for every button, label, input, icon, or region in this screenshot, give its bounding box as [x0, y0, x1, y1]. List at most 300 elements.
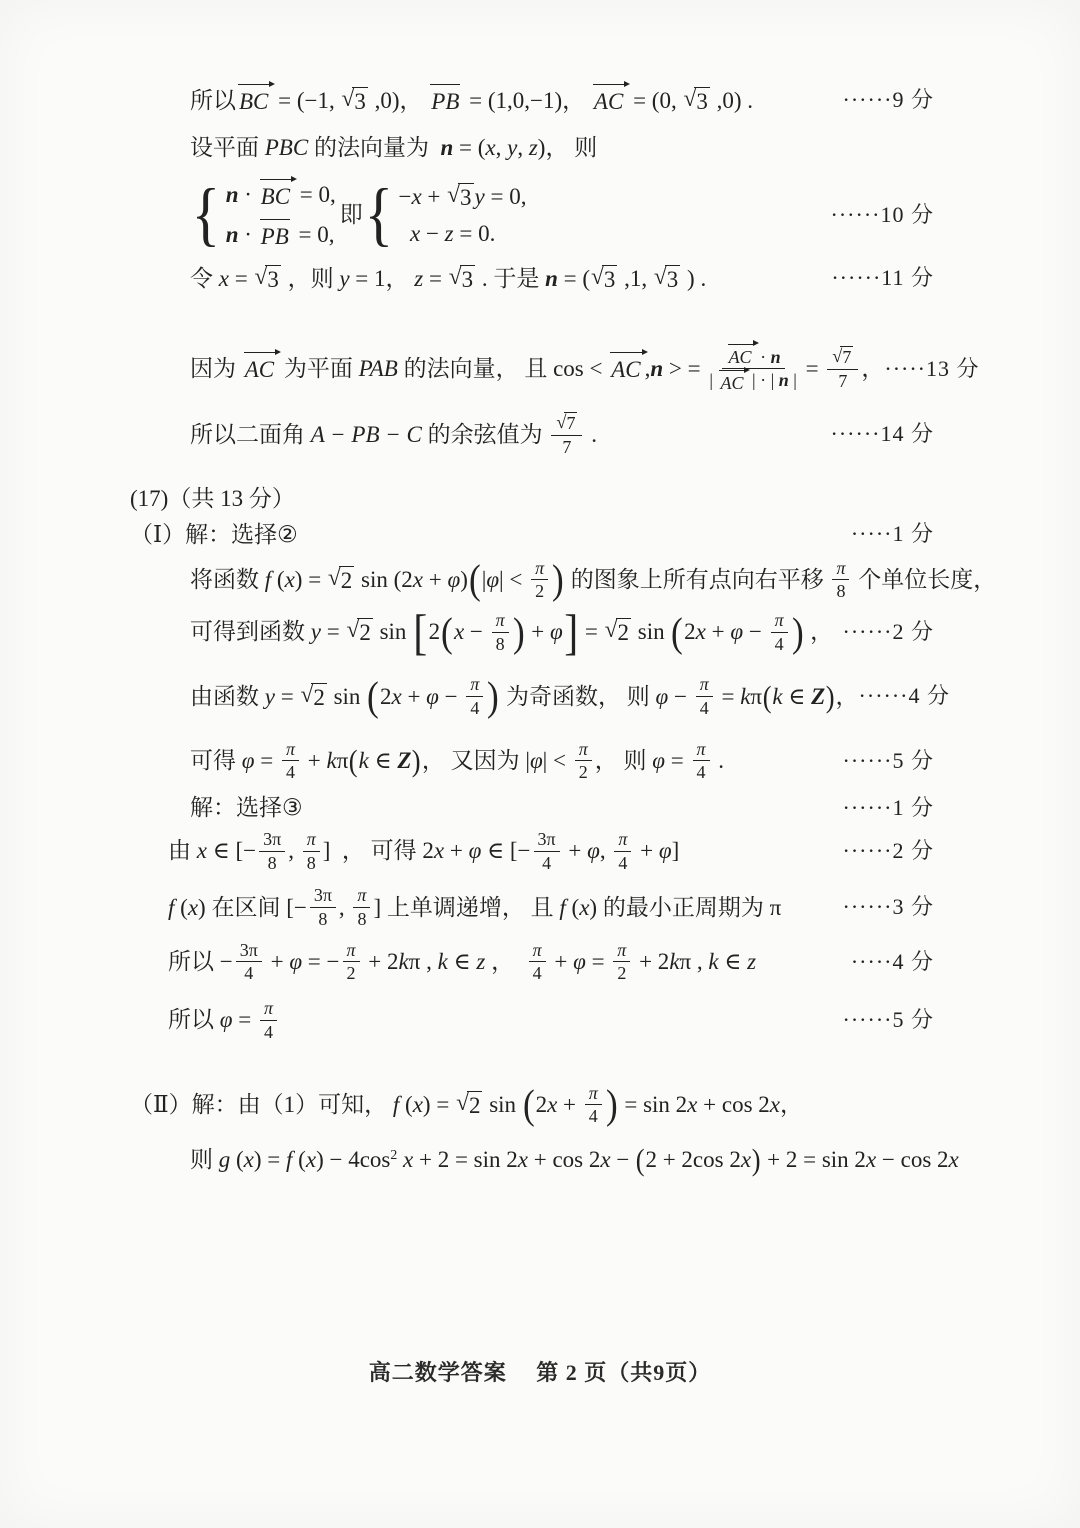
score-marker: ······9 分 — [842, 87, 934, 113]
math-text: (17)（共 13 分） — [130, 485, 295, 511]
math-text: | — [788, 370, 797, 391]
denominator — [533, 962, 542, 984]
numerator — [575, 739, 592, 762]
sqrt-expression — [683, 87, 709, 114]
math-text: ∈ — [447, 949, 477, 975]
math-variable: x — [865, 1146, 877, 1172]
math-variable: φ — [289, 949, 303, 975]
fraction — [531, 558, 548, 602]
math-text: = 1， — [349, 265, 415, 291]
math-text: = — [423, 265, 448, 291]
math-text: ∈ — [718, 949, 748, 975]
numerator — [282, 739, 299, 762]
math-text: ) = — [253, 1146, 287, 1172]
math-variable: k — [437, 949, 448, 975]
vector-AC: AC — [718, 370, 746, 394]
math-text: sin (2 — [355, 566, 413, 592]
math-variable: x — [412, 566, 424, 592]
math-text: = — [254, 747, 279, 773]
math-text: 2 — [428, 619, 441, 645]
numerator — [832, 558, 849, 581]
math-text: = — [320, 619, 346, 645]
radicand: 3 — [460, 185, 472, 211]
math-variable: g — [218, 1146, 231, 1172]
fraction — [466, 674, 483, 718]
numerator — [693, 739, 710, 762]
fraction — [771, 610, 788, 654]
math-variable: x — [453, 619, 465, 645]
math-variable: k — [326, 747, 337, 773]
fraction — [534, 829, 560, 873]
denominator — [562, 436, 571, 458]
math-text: − — [464, 619, 489, 645]
math-variable: y — [507, 134, 518, 160]
math-variable-bold: n — [545, 265, 558, 291]
math-variable: π — [617, 939, 627, 960]
math-text: ) 在区间 [− — [198, 894, 307, 920]
numerator — [531, 558, 548, 581]
system-row — [226, 219, 336, 252]
system-rows — [226, 179, 336, 252]
line-content — [130, 1083, 803, 1127]
math-variable: π — [774, 609, 784, 630]
math-text: 为平面 — [278, 355, 359, 381]
math-text: 2 — [578, 762, 588, 783]
numerator — [585, 1083, 602, 1106]
denominator — [589, 1105, 598, 1127]
math-variable: y — [310, 619, 321, 645]
math-text: ,0)， — [368, 87, 429, 113]
radicand: 3 — [696, 88, 708, 114]
numerator — [827, 346, 858, 370]
sqrt-expression — [591, 265, 617, 292]
superscript: 2 — [390, 1146, 398, 1162]
fraction — [827, 346, 858, 391]
fraction — [343, 940, 360, 984]
vector-AC: AC — [243, 352, 277, 385]
big-bracket: ( — [762, 678, 772, 714]
math-text: 可得到函数 — [190, 619, 311, 645]
denominator — [318, 908, 327, 930]
denominator — [700, 697, 709, 719]
denominator — [347, 962, 356, 984]
math-text: 4 — [618, 852, 628, 873]
math-text: , — [495, 134, 508, 160]
math-text: 则 — [190, 1146, 219, 1172]
math-variable: x — [412, 1091, 423, 1117]
math-text: = — [799, 355, 825, 381]
numerator — [466, 674, 483, 697]
math-text: 设平面 — [190, 134, 265, 160]
math-variable: φ — [658, 838, 672, 864]
math-variable: x — [769, 1091, 780, 1117]
math-text: 8 — [836, 581, 846, 602]
denominator — [542, 852, 551, 874]
radical-icon: √ — [341, 85, 355, 112]
math-variable: π — [696, 738, 706, 759]
math-text: ， 又因为 | — [421, 747, 530, 773]
math-variable: x — [687, 1091, 698, 1117]
solution-line-4 — [0, 264, 1080, 294]
math-variable: φ — [468, 838, 482, 864]
line-content — [190, 793, 303, 823]
math-text: − — [420, 220, 445, 246]
math-text: 3π — [313, 885, 332, 906]
sqrt-expression — [342, 87, 368, 114]
math-variable: π — [618, 829, 628, 850]
math-text: + — [421, 183, 447, 209]
math-text: 由函数 — [190, 683, 265, 709]
denominator — [617, 962, 626, 984]
fraction — [693, 739, 710, 783]
big-bracket: ) — [751, 1142, 761, 1178]
math-variable-bold: Z — [397, 747, 412, 773]
denominator — [357, 908, 366, 930]
math-variable: y — [339, 265, 350, 291]
math-text: ， — [780, 1091, 803, 1117]
math-text: ,0) . — [710, 87, 753, 113]
math-variable: x — [740, 1146, 752, 1172]
math-text: ∈ [− — [206, 838, 257, 864]
math-text: = 0, — [294, 182, 336, 208]
math-variable-bold: n — [225, 182, 239, 208]
solution-line-1 — [0, 84, 1080, 117]
math-variable: z — [414, 265, 424, 291]
math-text: 为奇函数， 则 — [500, 683, 656, 709]
math-variable: φ — [447, 566, 461, 592]
sqrt-expression — [328, 566, 354, 593]
score-marker: ······2 分 — [842, 618, 934, 644]
score-marker: ······5 分 — [842, 747, 934, 773]
radicand: 2 — [359, 620, 371, 646]
numerator — [236, 940, 262, 963]
fraction — [310, 885, 336, 929]
math-text: sin — [373, 619, 413, 645]
fraction — [259, 829, 285, 873]
line-content — [190, 412, 597, 457]
math-text: = (−1, — [272, 87, 341, 113]
radical-icon: √ — [604, 617, 618, 644]
radicand: 3 — [267, 267, 279, 293]
math-text: 4 — [470, 697, 480, 718]
math-text: = — [585, 949, 611, 975]
math-text: 令 — [190, 265, 219, 291]
big-bracket: ) — [412, 743, 422, 779]
fraction — [236, 940, 262, 984]
numerator — [529, 940, 546, 963]
fraction — [260, 998, 277, 1042]
math-text: = — [232, 1007, 257, 1033]
math-text: π , — [679, 949, 709, 975]
score-marker: ······10 分 — [830, 201, 934, 227]
math-text: sin — [632, 619, 671, 645]
score-marker: ······14 分 — [830, 421, 934, 447]
math-variable: k — [669, 949, 680, 975]
math-text: + — [562, 838, 588, 864]
math-text: 将函数 — [190, 566, 265, 592]
vector-AC: AC — [609, 352, 643, 385]
score-marker: ······3 分 — [842, 894, 934, 920]
system-row — [226, 179, 336, 212]
math-text: = 0, — [292, 222, 335, 248]
radical-icon: √ — [591, 264, 604, 291]
denominator — [579, 761, 588, 783]
math-text: 由 — [168, 838, 197, 864]
numerator — [353, 885, 370, 908]
footer-page-number: 第 2 页 — [536, 1360, 608, 1385]
line-content — [130, 484, 295, 514]
equation-system — [363, 175, 527, 255]
math-variable: x — [579, 894, 590, 920]
math-text: + — [557, 1091, 582, 1117]
radical-icon: √ — [832, 346, 843, 367]
math-text: = — [228, 265, 254, 291]
math-text: 4 — [696, 762, 706, 783]
denominator — [244, 962, 253, 984]
math-text: ] — [671, 838, 680, 864]
math-text: sin — [327, 683, 367, 709]
math-variable: x — [243, 1146, 254, 1172]
math-text: = ( — [557, 265, 591, 291]
math-text: ∈ [− — [481, 838, 531, 864]
radical-icon: √ — [447, 182, 461, 209]
denominator — [775, 633, 784, 655]
solution-line-16 — [0, 940, 1080, 984]
big-bracket: ) — [512, 608, 525, 655]
math-text: ] ， 可得 2 — [322, 838, 434, 864]
math-variable: f — [264, 566, 272, 592]
math-text: + — [444, 838, 469, 864]
math-text: （Ⅱ）解：由（1）可知， — [130, 1091, 393, 1117]
math-text: ， — [835, 683, 859, 709]
math-text: π — [750, 683, 763, 709]
math-text: , — [517, 134, 529, 160]
denominator — [836, 580, 845, 602]
math-text: 2 — [535, 1091, 548, 1117]
math-variable: π — [836, 557, 846, 578]
math-text: 8 — [306, 852, 316, 873]
math-text: 解：选择③ — [190, 795, 303, 821]
numerator — [310, 885, 336, 908]
big-bracket: ( — [635, 1142, 645, 1178]
math-text: 2 — [379, 683, 392, 709]
line-content — [190, 739, 724, 783]
math-text: ( — [230, 1146, 244, 1172]
solution-line-8 — [0, 520, 1080, 550]
math-text: + — [705, 619, 731, 645]
math-variable: x — [187, 894, 199, 920]
math-variable: π — [532, 939, 542, 960]
radical-icon: √ — [653, 264, 667, 291]
math-text: ， — [804, 619, 834, 645]
math-text: . — [585, 421, 597, 447]
fraction — [529, 940, 546, 984]
math-text: , — [599, 838, 612, 864]
page-footer — [0, 1356, 1080, 1387]
math-text: 4 — [588, 1106, 598, 1127]
math-text: 4 — [699, 697, 709, 718]
math-text: + — [423, 566, 448, 592]
math-text: | · | — [747, 370, 779, 391]
math-text: + — [264, 949, 290, 975]
math-text: , — [338, 894, 351, 920]
system-rows — [398, 182, 526, 249]
score-marker: ·····13 分 — [884, 355, 980, 381]
numerator — [303, 829, 320, 852]
math-text: − — [743, 619, 768, 645]
equation-system — [190, 175, 336, 255]
math-text: 的法向量为 — [308, 134, 441, 160]
math-text: = — [715, 683, 741, 709]
big-bracket: ( — [522, 1081, 535, 1128]
line-content — [190, 344, 884, 394]
math-text: | < — [499, 566, 529, 592]
math-variable: x — [695, 619, 706, 645]
math-text: · — [238, 182, 258, 208]
sqrt-expression — [449, 265, 475, 292]
math-text: 即 — [339, 202, 363, 228]
sqrt-expression — [254, 265, 280, 292]
math-text: ， 则 — [594, 747, 653, 773]
radical-icon: √ — [456, 1090, 469, 1117]
math-text: 7 — [562, 436, 572, 457]
math-text: 2 — [535, 581, 545, 602]
math-text: + 2 = sin 2 — [761, 1146, 866, 1172]
fraction — [585, 1083, 602, 1127]
math-variable: φ — [652, 747, 666, 773]
denominator — [307, 852, 316, 874]
math-text: 个单位长度， — [852, 566, 997, 592]
math-variable: y — [474, 183, 485, 209]
math-text: 2 + 2cos 2 — [645, 1146, 741, 1172]
denominator — [618, 852, 627, 874]
sqrt-expression — [447, 183, 473, 210]
numerator — [551, 412, 582, 436]
math-text: − — [668, 683, 693, 709]
fraction — [832, 558, 849, 602]
big-bracket: ( — [671, 608, 684, 655]
line-content — [190, 133, 597, 163]
system-row — [398, 219, 526, 249]
math-variable: φ — [486, 566, 500, 592]
math-text: 4 — [542, 852, 552, 873]
solution-line-18 — [0, 1083, 1080, 1127]
vector-AC: AC — [727, 344, 755, 368]
math-text: · — [238, 222, 258, 248]
math-variable: x — [403, 1146, 414, 1172]
big-bracket: ] — [563, 604, 578, 660]
denominator — [264, 1021, 273, 1043]
segment-bar-PB: PB — [429, 84, 462, 117]
math-text: | — [481, 566, 487, 592]
radical-icon: √ — [300, 681, 314, 708]
math-text: 的图象上所有点向右平移 — [564, 566, 830, 592]
math-text: . — [712, 747, 725, 773]
math-text: ∈ — [782, 683, 812, 709]
math-variable: φ — [549, 619, 563, 645]
math-variable: π — [535, 557, 545, 578]
math-text: 所以 — [168, 1007, 220, 1033]
math-text: ( — [292, 1146, 306, 1172]
numerator — [492, 610, 509, 633]
math-text: + cos 2 — [528, 1146, 601, 1172]
radical-icon: √ — [556, 412, 567, 433]
math-variable: π — [588, 1082, 598, 1103]
solution-line-11 — [0, 674, 1080, 718]
solution-line-14 — [0, 829, 1080, 873]
math-variable: φ — [655, 683, 669, 709]
math-text: π — [336, 747, 349, 773]
solution-line-13 — [0, 793, 1080, 823]
math-variable: φ — [219, 1007, 233, 1033]
solution-line-15 — [0, 885, 1080, 929]
math-text: 2 — [346, 963, 356, 984]
radicand: 3 — [354, 88, 366, 114]
math-text: 因为 — [190, 355, 242, 381]
denominator — [697, 761, 706, 783]
math-variable: π — [578, 738, 588, 759]
math-text: + 2 — [633, 949, 670, 975]
math-text: ( — [271, 566, 285, 592]
score-marker: ······2 分 — [842, 837, 934, 863]
solution-line-10 — [0, 604, 1080, 660]
math-text: ) = — [294, 566, 327, 592]
score-marker: ·····4 分 — [850, 948, 934, 974]
math-variable-bold: n — [225, 222, 239, 248]
math-variable: z — [444, 220, 454, 246]
radicand: 3 — [666, 267, 679, 293]
math-text: 4 — [774, 633, 784, 654]
math-variable: x — [391, 683, 402, 709]
score-marker: ······1 分 — [842, 794, 934, 820]
math-variable: k — [398, 949, 409, 975]
math-text: + — [548, 949, 574, 975]
math-variable: φ — [573, 949, 586, 975]
fraction — [282, 739, 299, 783]
math-text: = — [579, 619, 604, 645]
solution-line-9 — [0, 558, 1080, 602]
fraction — [303, 829, 320, 873]
math-text: ∈ — [368, 747, 398, 773]
line-content — [190, 604, 834, 660]
big-bracket: ( — [367, 672, 379, 719]
solution-line-12 — [0, 739, 1080, 783]
solution-line-3 — [0, 175, 1080, 255]
radical-icon: √ — [448, 264, 462, 291]
line-content — [190, 264, 706, 294]
vector-BC: BC — [237, 84, 271, 117]
segment-bar-PB: PB — [259, 219, 292, 252]
denominator — [535, 580, 544, 602]
math-variable: x — [600, 1146, 611, 1172]
radical-icon: √ — [346, 617, 360, 644]
fraction — [613, 940, 630, 984]
numerator — [260, 998, 277, 1021]
math-text: sin — [483, 1091, 522, 1117]
math-variable: x — [218, 265, 229, 291]
numerator — [771, 610, 788, 633]
denominator — [286, 761, 295, 783]
math-variable: z — [528, 134, 538, 160]
math-text: . 于是 — [476, 265, 546, 291]
math-text: − — [610, 1146, 636, 1172]
math-text: 4 — [532, 963, 542, 984]
math-text: ] 上单调递增， 且 — [373, 894, 560, 920]
solution-line-5 — [0, 344, 1080, 394]
math-variable: x — [196, 838, 207, 864]
math-variable: φ — [587, 838, 600, 864]
fraction — [353, 885, 370, 929]
